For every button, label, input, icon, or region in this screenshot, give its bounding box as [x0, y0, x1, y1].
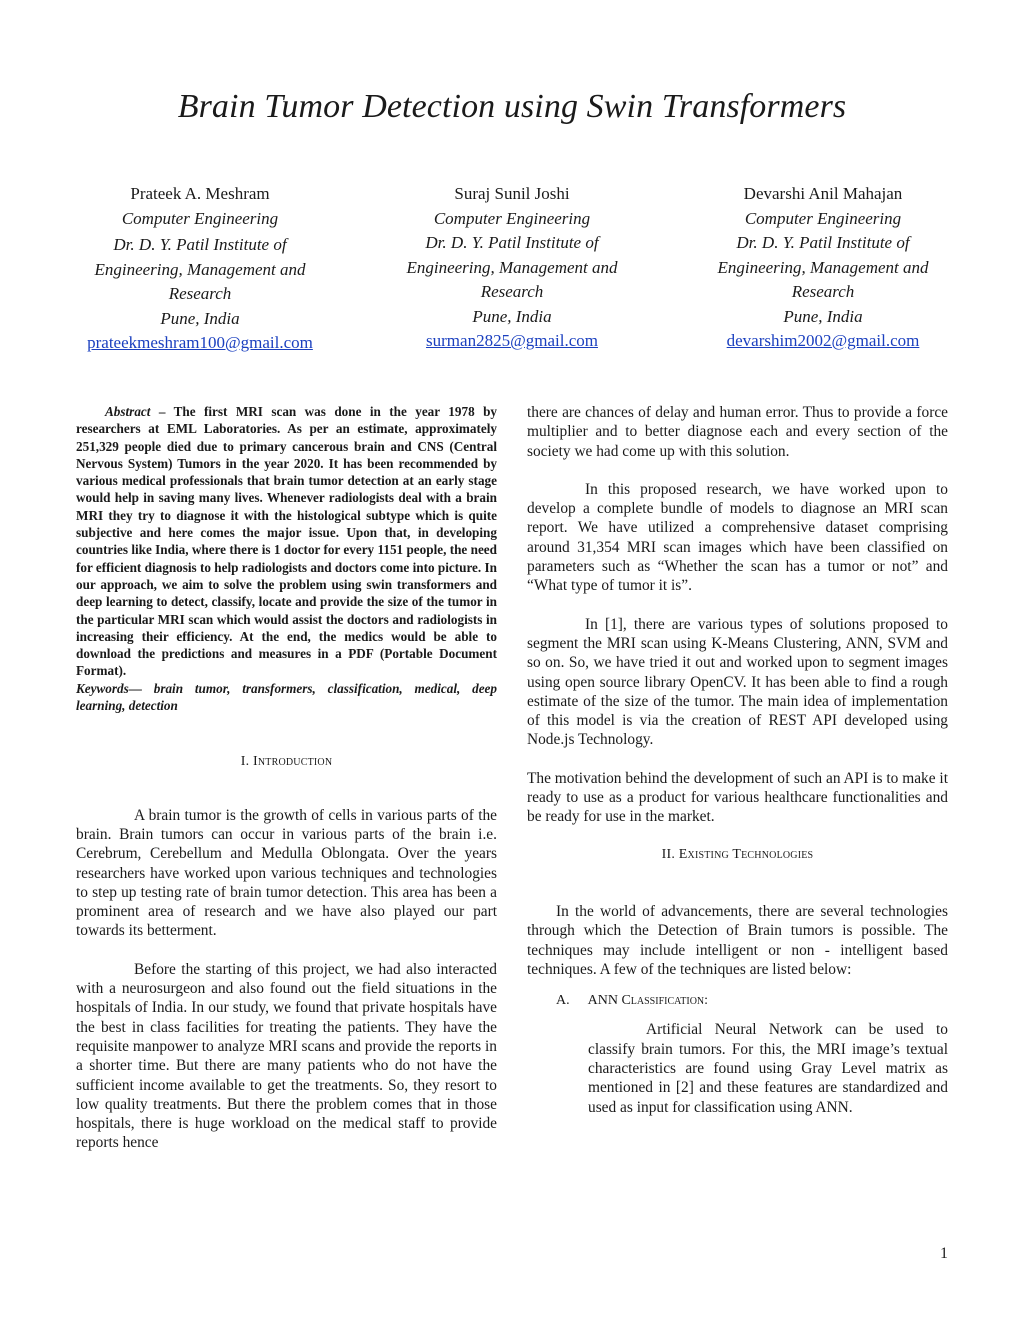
- author-institution: Dr. D. Y. Patil Institute of Engineering, Management and Research: [94, 235, 306, 303]
- author-name: Prateek A. Meshram: [130, 184, 270, 203]
- paper-title: Brain Tumor Detection using Swin Transformers: [177, 88, 847, 125]
- author-email[interactable]: prateekmeshram100@gmail.com: [87, 333, 313, 352]
- keywords: Keywords— brain tumor, transformers, classification, medical, deep learning, detection: [76, 680, 497, 714]
- abstract: Abstract – The first MRI scan was done in the year 1978 by researchers at EML Laboratories. As per an estimate, approximately 251,329 people died due to primary cancerous brain and CNS (Central Nervous System) Tumors in the year 2020. It has been recommended by various medical professionals that brain tumor detection at an early stage would help in saving many lives. Whenever radiologists deal with a brain MRI they try to diagnose it with the histological subtype which is quite subjective and here comes the major issue. Upon that, in developing countries like India, where there is 1 doctor for every 1151 people, the need for efficient diagnosis to help radiologists and doctors come into picture. In our approach, we aim to solve the problem using swin transformers and deep learning to detect, classify, locate and provide the size of the tumor in the particular MRI scan which would assist the doctors and radiologists in increasing their efficiency. At the end, the medics would be able to download the predictions and measures in a PDF (Portable Document Format).: [76, 404, 497, 679]
- author-institution: Dr. D. Y. Patil Institute of Engineering, Management and Research: [406, 233, 618, 301]
- paragraph-motivation: The motivation behind the development of such an API is to make it ready to use as a product for various healthcare functionalities and be ready for use in the market.: [527, 769, 948, 826]
- paragraph-continuation: there are chances of delay and human error. Thus to provide a force multiplier and to better diagnose each and every section of the society we had come up with this solution.: [527, 404, 948, 460]
- page-number: 1: [940, 1245, 948, 1262]
- subsection-heading-ann: A. ANN Classification:: [556, 993, 709, 1009]
- author-email[interactable]: surman2825@gmail.com: [426, 331, 598, 350]
- author-2: [387, 182, 637, 354]
- author-email[interactable]: devarshim2002@gmail.com: [726, 331, 920, 350]
- author-name: Suraj Sunil Joshi: [454, 184, 570, 203]
- paragraph-prior-work: In [1], there are various types of solutions proposed to segment the MRI scan using K-Means Clustering, ANN, SVM and so on. So, we have tried it out and worked upon to segment images using open source library OpenCV. It has been able to find a rough estimate of the size of the tumor. The main idea of implementation of this model is via the creation of REST API developed using Node.js Technology.: [527, 615, 948, 749]
- left-column: [76, 403, 497, 1153]
- paragraph-proposed-research: In this proposed research, we have worked upon to develop a complete bundle of models to diagnose an MRI scan report. We have utilized a comprehensive dataset comprising around 31,354 MRI scan images which have been classified on parameters such as “Whether the scan has a tumor or not” and “What type of tumor it is”.: [527, 480, 948, 595]
- author-city: Pune, India: [160, 308, 240, 328]
- author-dept: Computer Engineering: [433, 208, 591, 228]
- paragraph-existing-technologies: In the world of advancements, there are several technologies through which the Detection of Brain tumors is possible. The techniques may include intelligent or non - intelligent based techniques. A few of the techniques are listed below:: [527, 902, 948, 978]
- intro-paragraph-2: Before the starting of this project, we had also interacted with a neurosurgeon and also found out the field situations in the hospitals of India. In our study, we found that private hospitals have the best in class facilities for treating the patients. They have the requisite manpower to analyze MRI scans and provide the reports in a shorter time. But there are many patients who do not have the sufficient income available to get the treatments. So, they resort to low quality treatments. But there the problem comes that in those hospitals, there is huge workload on the medical staff to provide reports hence: [76, 960, 497, 1152]
- abstract-text: The first MRI scan was done in the year 1978 by researchers at EML Laboratories. As per an estimate, approximately 251,329 people died due to primary cancerous brain and CNS (Central Nervous System) Tumors in the year 2020. It has been recommended by various medical professionals that brain tumor detection at an early stage would help in saving many lives. Whenever radiologists deal with a brain MRI they try to diagnose it with the histological subtype which is quite subjective and here comes the major issue. Upon that, in developing countries like India, where there is 1 doctor for every 1151 people, the need for efficient diagnosis to help radiologists and doctors come into picture. In our approach, we aim to solve the problem using swin transformers and deep learning to detect, classify, locate and provide the size of the tumor in the particular MRI scan which would assist the doctors and radiologists in increasing their efficiency. At the end, the medics would be able to download the predictions and measures in a PDF (Portable Document Format).: [76, 404, 497, 679]
- author-institution: Dr. D. Y. Patil Institute of Engineering, Management and Research: [717, 233, 929, 301]
- author-3: [698, 182, 948, 354]
- section-heading-existing-technologies: II. Existing Technologies: [661, 846, 814, 862]
- paragraph-ann: Artificial Neural Network can be used to classify brain tumors. For this, the MRI image’s textual characteristics are found using Gray Level matrix as mentioned in [2] and these features are standardized and used as input for classification using ANN.: [588, 1021, 948, 1116]
- author-dept: Computer Engineering: [121, 208, 279, 228]
- intro-paragraph-1: A brain tumor is the growth of cells in various parts of the brain. Brain tumors can occur in various parts of the brain i.e. Cerebrum, Cerebellum and Medulla Oblongata. Over the years researchers have worked upon various techniques and technologies to step up testing rate of brain tumor detection. This area has been a prominent area of research and we have also played our part towards its betterment.: [76, 806, 497, 940]
- section-heading-introduction: I. Introduction: [240, 754, 333, 770]
- author-1: [75, 182, 325, 356]
- abstract-label: Abstract: [105, 404, 151, 419]
- author-city: Pune, India: [472, 306, 552, 326]
- author-name: Devarshi Anil Mahajan: [743, 184, 903, 203]
- author-city: Pune, India: [783, 306, 863, 326]
- right-column: [527, 403, 948, 1117]
- author-dept: Computer Engineering: [744, 208, 902, 228]
